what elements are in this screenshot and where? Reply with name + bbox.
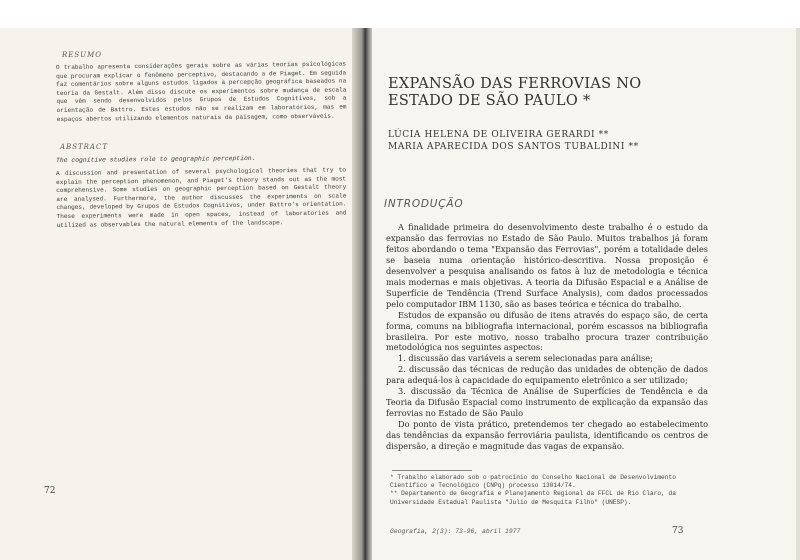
page-edge [796, 28, 800, 560]
footnote-1: * Trabalho elaborado sob o patrocínio do Conselho Nacional de Desenvolvimento Científico e Tecnológico (CNPq) processo 13014/74. [390, 474, 676, 490]
page-number-right: 73 [672, 526, 684, 536]
footnotes [390, 474, 710, 507]
authors [388, 130, 639, 153]
paragraph-1: A finalidade primeira do desenvolvimento deste trabalho é o estudo da expansão das ferrovias no Estado de São Paulo. Muitos trabalhos já foram feitos abordando o tema "Expansão das Ferrovias", porém a totalidade deles se baseia numa orientação histórico-descritiva. Nossa proposição é desenvolver a pesquisa analisando os fatos à luz de metodologia e técnica mais modernas e mais objetivas. A teoria da Difusão Espacial e a Análise de Superfície de Tendência (Trend Surface Analysis), com dados processados pelo computador IBM 1130, são as bases teórica e técnica do trabalho. [386, 222, 708, 309]
article-title [388, 76, 688, 110]
footnote-rule [392, 470, 472, 471]
author-2: MARIA APARECIDA DOS SANTOS TUBALDINI ** [388, 141, 639, 152]
journal-citation: Geografia, 2(3): 73-96, abril 1977 [390, 528, 521, 535]
list-item: 1. discussão das variáveis a serem selecionadas para análise; [398, 353, 653, 364]
resumo-heading: RESUMO [62, 51, 102, 59]
list-item: 3. discussão da Técnica de Análise de Superfícies de Tendência e da Teoria da Difusão Espacial como instrumento de explicação da expansão das ferrovias no Estado de São Paulo [386, 386, 708, 419]
footnote-2: ** Departamento de Geografia e Planejamento Regional da FFCL de Rio Claro, da Universidade Estadual Paulista "Julio de Mesquita Filho" (UNESP). [390, 490, 676, 506]
abstract-heading: ABSTRACT [60, 143, 109, 151]
author-1: LÚCIA HELENA DE OLIVEIRA GERARDI ** [388, 130, 609, 140]
list-item: 2. discussão das técnicas de redução das unidades de obtenção de dados para adequá-los à capacidade do equipamento eletrônico a ser utilizado; [386, 364, 708, 386]
abstract-subtitle: The cognitive studies role to geographic perception. [56, 154, 256, 164]
title-line-2: ESTADO DE SÃO PAULO * [388, 93, 591, 109]
page-number-left: 72 [44, 486, 56, 496]
title-line-1: EXPANSÃO DAS FERROVIAS NO [388, 76, 642, 92]
resumo-text: O trabalho apresenta considerações gerais sobre as várias teorias psicológicas que procuram explicar o fenômeno perceptivo, destacando a de Piaget. Em seguida faz comentários sobre alguns estudos ligados à percepção geográfica baseados na teoria da Gestalt. Além disso discute os experimentos sobre mudança de escala que vêm sendo desenvolvidos pelos Grupos de Estudos Cognitivos, sob a orientação de Battro. Estes estudos não se realizam em laboratórios, mas em espaços abertos utilizando elementos naturais da paisagem, como observáveis. [56, 60, 347, 123]
section-heading: INTRODUÇÃO [384, 198, 464, 210]
abstract-text: A discussion and presentation of several psychological theories that try to explain the perception phenomenon, and Piaget's theory stands out as the most comprehensive. Some studies on geographic perception based on Gestalt theory are analysed. Furthermore, the author discusses the experiments on scale changes, developed by Grupos de Estudos Cognitivos, under Battro's orientation. These experiments were made in open spaces, instead of laboratories and utilized as observables the natural elements of the landscape. [56, 166, 347, 229]
book-gutter [352, 28, 374, 560]
article-body [386, 222, 708, 452]
paragraph-3: Do ponto de vista prático, pretendemos ter chegado ao estabelecimento das tendências da expansão ferroviária paulista, identificando os centros de dispersão, a direção e magnitude das vagas de expansão. [386, 419, 708, 452]
paragraph-2: Estudos de expansão ou difusão de itens através do espaço são, de certa forma, comuns na bibliografia internacional, porém escassos na bibliografia brasileira. Por este motivo, nosso trabalho procura trazer contribuição metodológica nos seguintes aspectos: [386, 309, 708, 353]
